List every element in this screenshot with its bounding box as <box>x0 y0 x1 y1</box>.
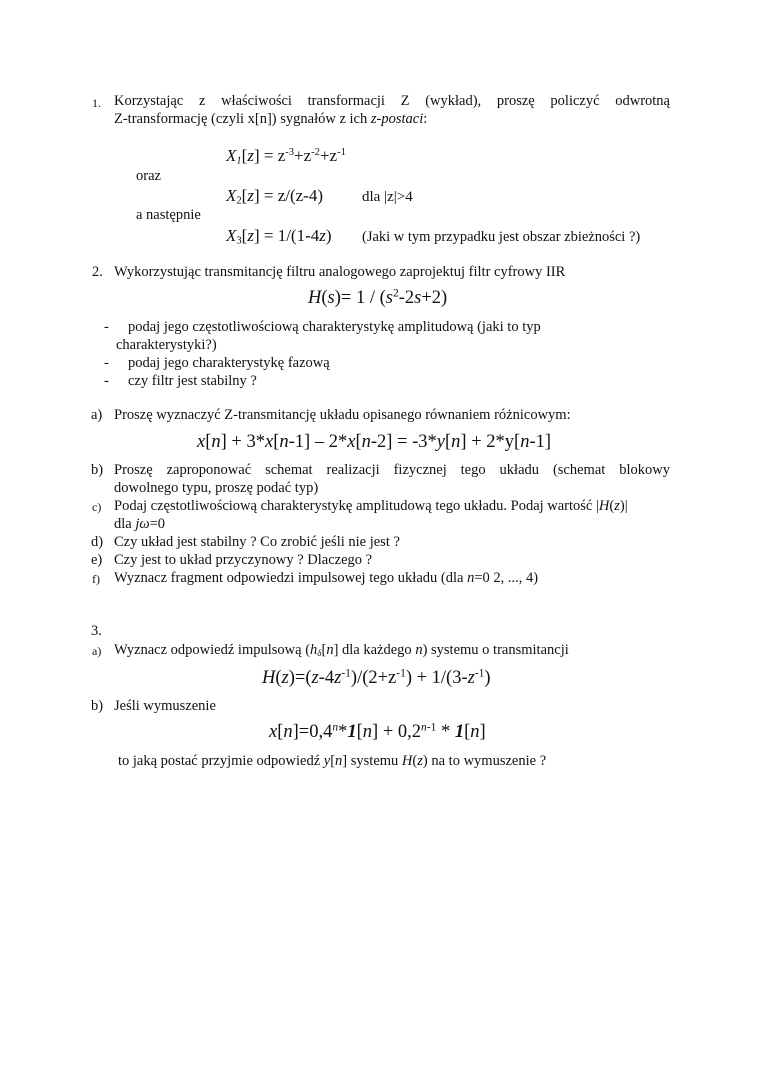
equation-excitation: $x[n]=0,4^n*1[n] + 0,2^{n-1} * 1[n]$ <box>269 721 486 742</box>
part-c-line1: Podaj częstotliwościową charakterystykę amplitudową tego układu. Podaj wartość |H(z)| <box>114 498 628 514</box>
part-a-label: a) <box>91 407 103 423</box>
q1-line1: Korzystając z właściwości transformacji Z (wykład), proszę policzyć odwrotną <box>114 93 670 109</box>
q2-number: 2. <box>92 264 103 280</box>
x2-region: dla |z|>4 <box>362 189 413 205</box>
part-c-label: c) <box>92 500 102 514</box>
part-e-text: Czy jest to układ przyczynowy ? Dlaczego ? <box>114 552 373 568</box>
part-f-text: Wyznacz fragment odpowiedzi impulsowej tego układu (dla n=0 2, ..., 4) <box>114 570 539 586</box>
part-c-line2: dla jω=0 <box>114 516 166 532</box>
q1-a-nastepnie: a następnie <box>136 207 201 223</box>
q1-line2: Z-transformację (czyli x[n]) sygnałów z ich z-postaci: <box>114 111 428 127</box>
q1-oraz: oraz <box>136 168 161 184</box>
q3-number: 3. <box>91 623 102 639</box>
q3-closing: to jaką postać przyjmie odpowiedź y[n] systemu H(z) na to wymuszenie ? <box>118 753 547 769</box>
q2-intro: Wykorzystując transmitancję filtru analogowego zaprojektuj filtr cyfrowy IIR <box>114 264 566 280</box>
part-b-label: b) <box>91 462 104 478</box>
equation-difference: x[n] + 3*x[n-1] – 2*x[n-2] = -3*y[n] + 2*y[n-1] <box>197 432 552 452</box>
q2-bullet-1-cont: charakterystyki?) <box>116 337 217 353</box>
q3-a-text: Wyznacz odpowiedź impulsową ($h_\delta[n]$ dla każdego n) systemu o transmitancji <box>114 642 569 659</box>
equation-hz: $H(z)=(z-4z^{-1})/(2+z^{-1}) + 1/(3-z^{-1})$ <box>262 667 491 688</box>
equation-hs: $H(s)= 1 / (s^2-2s+2)$ <box>308 287 448 308</box>
part-f-label: f) <box>92 572 100 586</box>
bullet-dash: - <box>104 373 109 389</box>
equation-x3: $X_3[z] = 1/(1-4z)$ <box>226 226 332 247</box>
q2-bullet-2: podaj jego charakterystykę fazową <box>128 355 330 371</box>
part-a-text: Proszę wyznaczyć Z-transmitancję układu opisanego równaniem różnicowym: <box>114 407 571 423</box>
part-b-line1: Proszę zaproponować schemat realizacji fizycznej tego układu (schemat blokowy <box>114 462 670 478</box>
q1-number: 1. <box>92 96 101 110</box>
q3-a-label: a) <box>92 644 102 658</box>
part-b-line2: dowolnego typu, proszę podać typ) <box>114 480 319 496</box>
q2-bullet-1: podaj jego częstotliwościową charakterystykę amplitudową (jaki to typ <box>128 319 541 335</box>
q3-b-label: b) <box>91 698 104 714</box>
part-d-label: d) <box>91 534 104 550</box>
bullet-dash: - <box>104 319 109 335</box>
q3-b-text: Jeśli wymuszenie <box>114 698 216 714</box>
bullet-dash: - <box>104 355 109 371</box>
part-e-label: e) <box>91 552 103 568</box>
equation-x1: $X_1[z] = z^{-3}+z^{-2}+z^{-1}$ <box>226 146 346 167</box>
x3-note: (Jaki w tym przypadku jest obszar zbieżności ?) <box>362 229 641 245</box>
part-d-text: Czy układ jest stabilny ? Co zrobić jeśli nie jest ? <box>114 534 400 550</box>
q2-bullet-3: czy filtr jest stabilny ? <box>128 373 257 389</box>
equation-x2: $X_2[z] = z/(z-4)$ <box>226 186 323 207</box>
